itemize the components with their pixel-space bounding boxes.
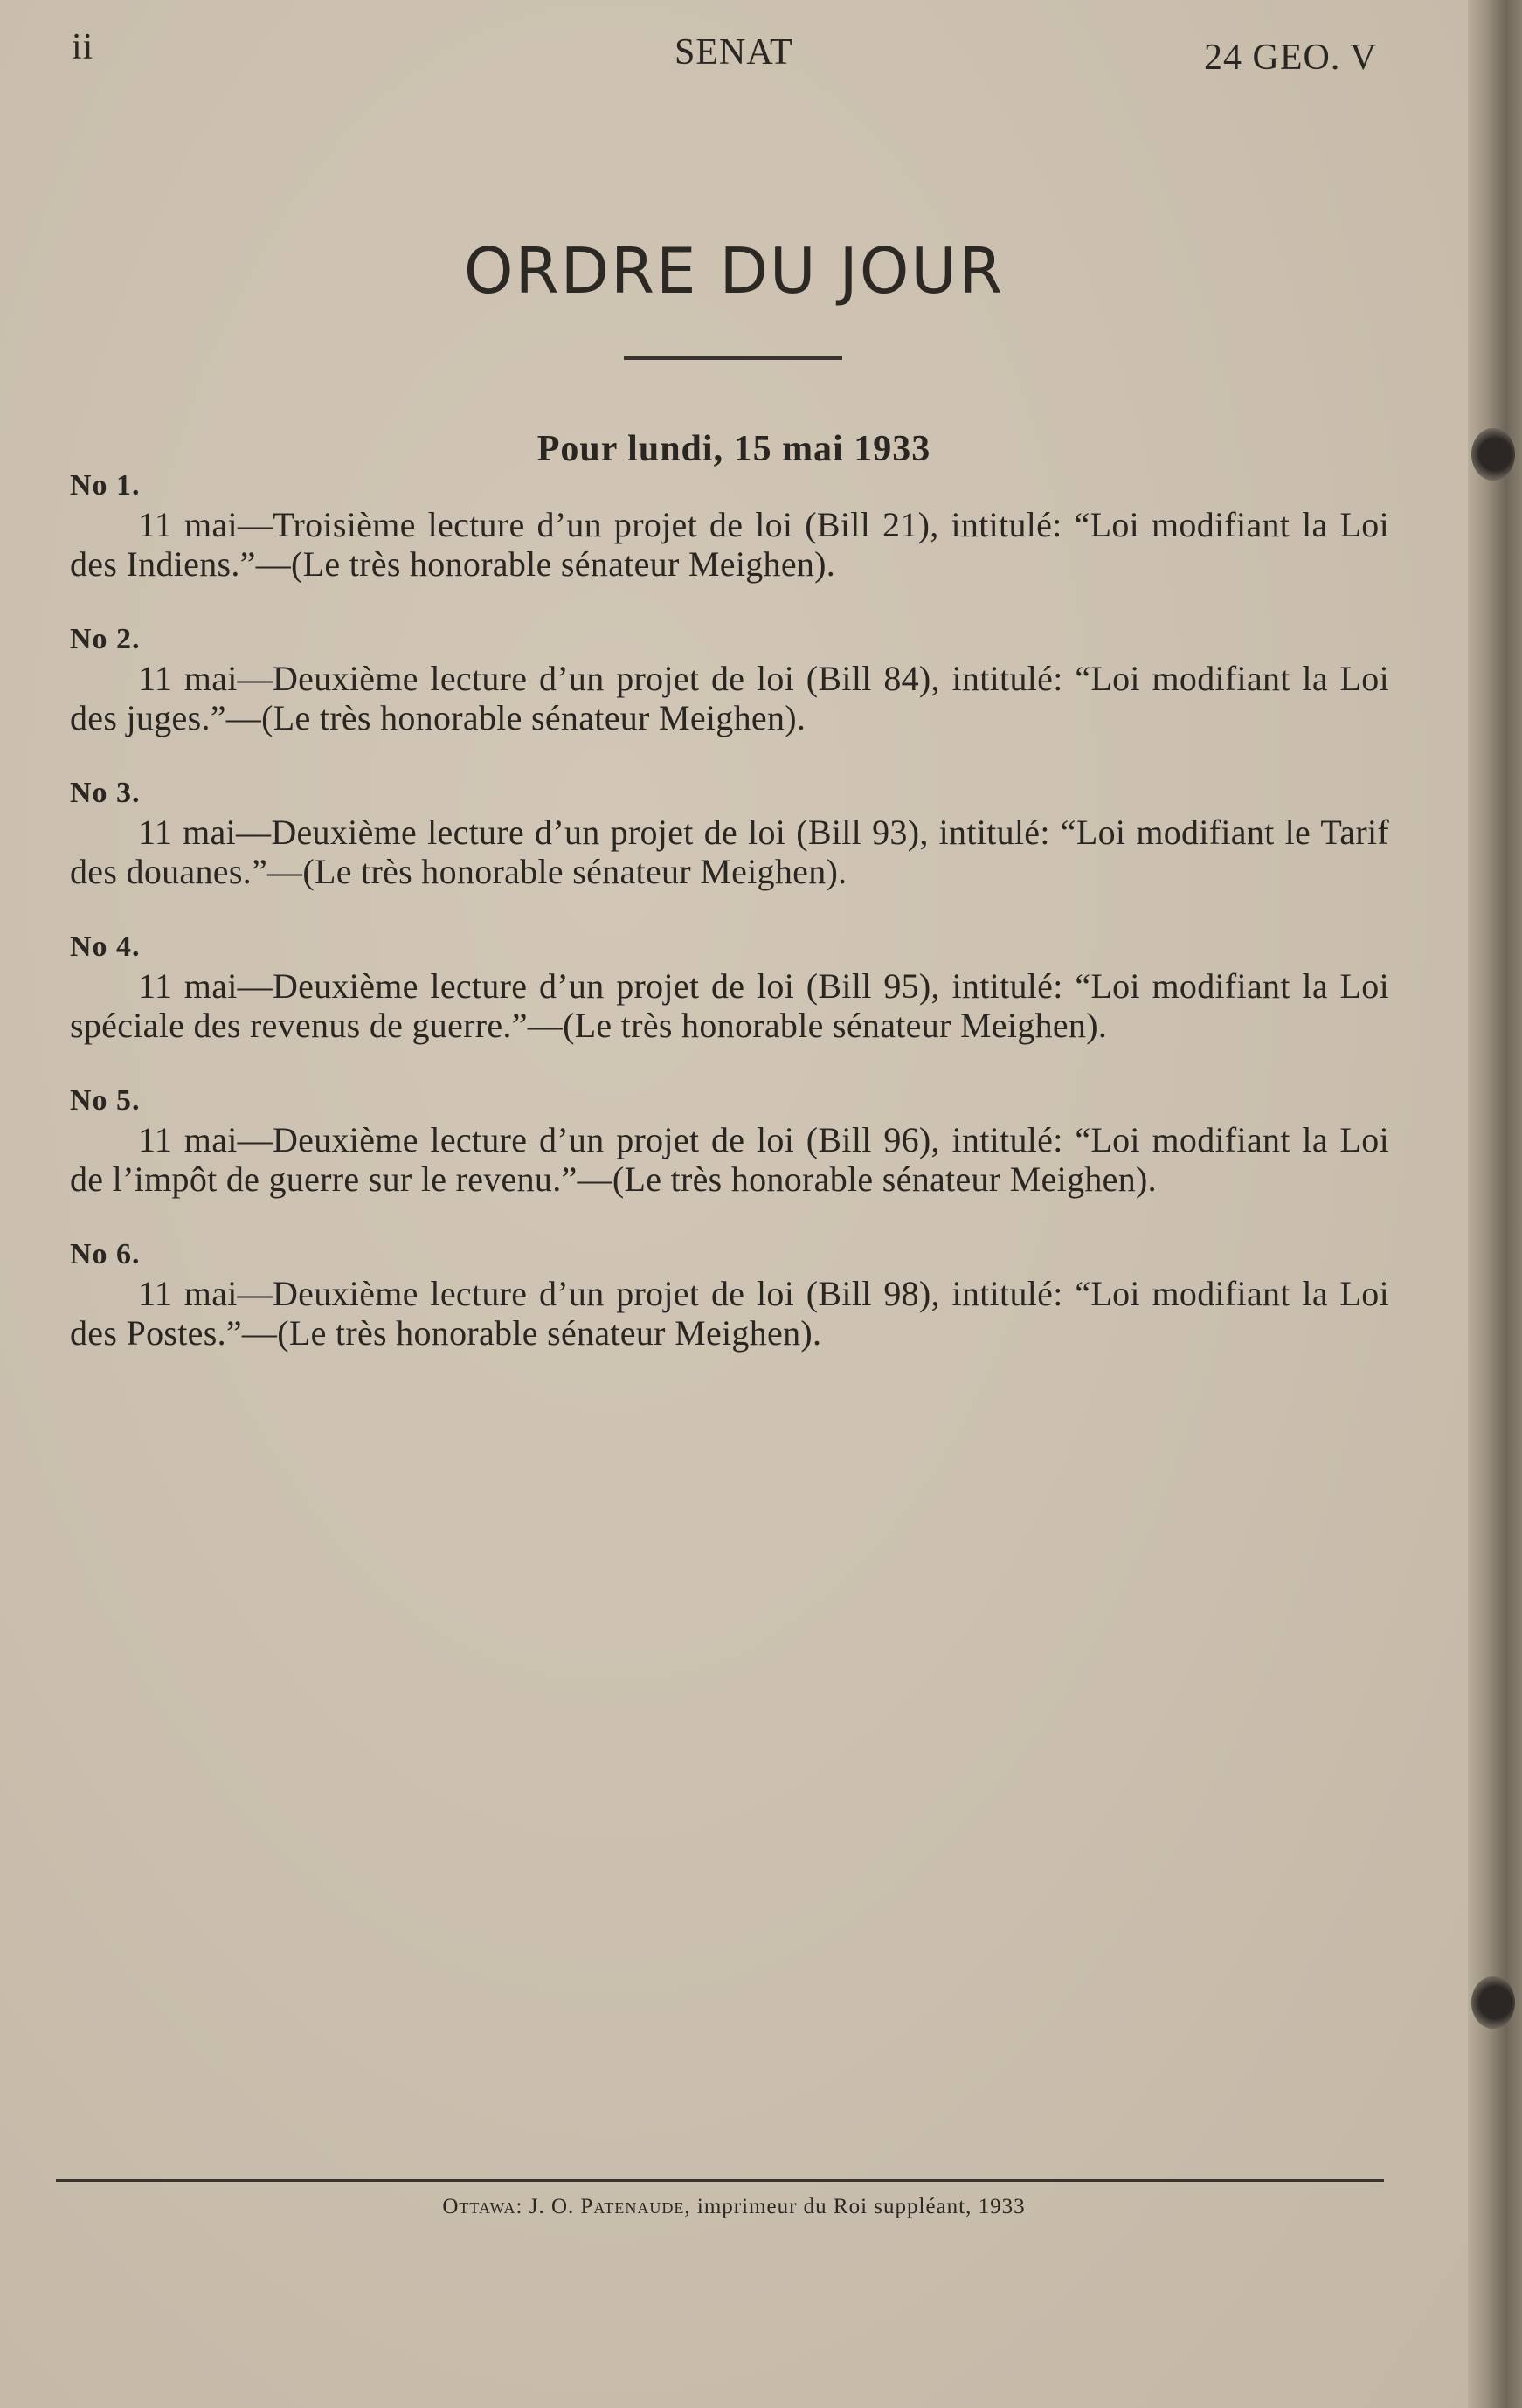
running-head	[0, 26, 1522, 79]
item-text: 11 mai—Deuxième lecture d’un projet de loi (Bill 98), intitulé: “Loi modifiant la Loi des Postes.”—(Le très honorable sénateur Meighen).	[70, 1274, 1389, 1353]
item-text: 11 mai—Deuxième lecture d’un projet de loi (Bill 96), intitulé: “Loi modifiant la Loi de l’impôt de guerre sur le revenu.”—(Le très honorable sénateur Meighen).	[70, 1120, 1389, 1199]
imprint-rest: imprimeur du Roi suppléant, 1933	[696, 2195, 1026, 2218]
agenda-item	[70, 774, 1389, 891]
date-heading: Pour lundi, 15 mai 1933	[536, 429, 931, 469]
page-folio: ii	[72, 27, 94, 67]
agenda-item	[70, 620, 1389, 737]
binder-ring-top	[1471, 428, 1515, 481]
page-title: ORDRE DU JOUR	[463, 234, 1005, 308]
item-text: 11 mai—Troisième lecture d’un projet de loi (Bill 21), intitulé: “Loi modifiant la Loi des Indiens.”—(Le très honorable sénateur Meighen).	[70, 505, 1389, 584]
agenda-item	[70, 467, 1389, 584]
item-number: No 1.	[70, 469, 141, 502]
item-number: No 6.	[70, 1238, 141, 1270]
item-number: No 5.	[70, 1084, 141, 1117]
footer-divider	[56, 2179, 1384, 2182]
agenda-item	[70, 928, 1389, 1045]
agenda-list	[70, 467, 1389, 1389]
title-divider	[624, 356, 842, 360]
item-number: No 3.	[70, 777, 141, 809]
imprint-footer	[0, 2195, 1468, 2219]
item-number: No 4.	[70, 931, 141, 963]
reign-reference: 24 GEO. V	[1204, 38, 1378, 78]
item-text: 11 mai—Deuxième lecture d’un projet de loi (Bill 93), intitulé: “Loi modifiant le Tarif des douanes.”—(Le très honorable sénateur Meighen).	[70, 813, 1389, 891]
item-number: No 2.	[70, 623, 141, 655]
running-title: SENAT	[675, 32, 793, 73]
binding-edge	[1468, 0, 1522, 2408]
item-text: 11 mai—Deuxième lecture d’un projet de loi (Bill 95), intitulé: “Loi modifiant la Loi spéciale des revenus de guerre.”—(Le très honorable sénateur Meighen).	[70, 966, 1389, 1045]
imprint-printer: J. O. Patenaude,	[529, 2195, 691, 2218]
agenda-item	[70, 1082, 1389, 1199]
binder-ring-bottom	[1471, 1976, 1515, 2029]
item-text: 11 mai—Deuxième lecture d’un projet de loi (Bill 84), intitulé: “Loi modifiant la Loi des juges.”—(Le très honorable sénateur Meighen).	[70, 659, 1389, 737]
imprint-place: Ottawa:	[442, 2195, 523, 2218]
agenda-item	[70, 1235, 1389, 1353]
